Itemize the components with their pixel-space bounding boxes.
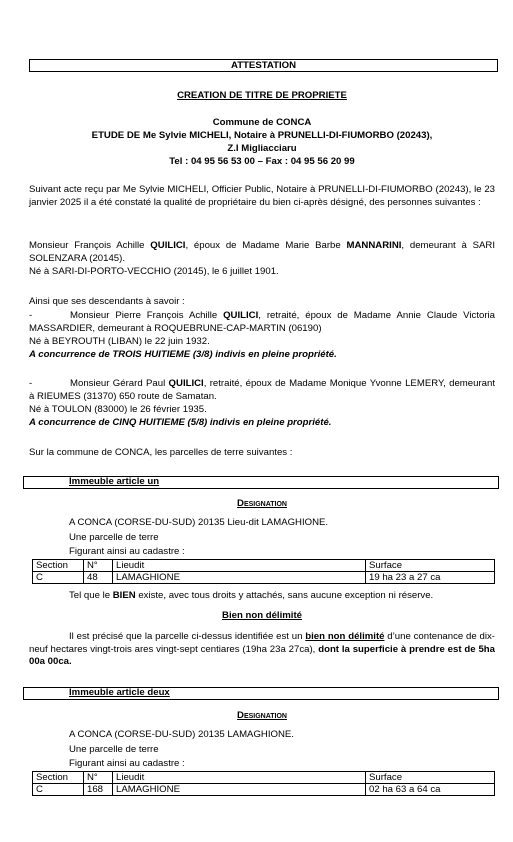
attestation-label: ATTESTATION <box>230 60 296 71</box>
table-header-row <box>33 772 495 784</box>
bien-bold: BIEN <box>112 590 136 601</box>
desc1-name: QUILICI <box>223 310 259 321</box>
commune-line: Commune de CONCA <box>212 117 312 128</box>
descendants-intro: Ainsi que ses descendants à savoir : <box>29 296 185 307</box>
contact-line: Tel : 04 95 56 53 00 – Fax : 04 95 56 20 99 <box>169 156 355 167</box>
owner-name: QUILICI <box>150 240 186 251</box>
td-section: C <box>33 572 84 584</box>
table-header-row <box>33 560 495 572</box>
desc2-share: A concurrence de CINQ HUITIEME (5/8) indivis en pleine propriété. <box>29 417 332 428</box>
th-lieudit: Lieudit <box>113 772 366 784</box>
desc2-paragraph <box>29 378 495 403</box>
article2-type: Une parcelle de terre <box>69 744 159 755</box>
bien-post: existe, avec tous droits y attachés, sans aucune exception ni réserve. <box>135 590 434 601</box>
th-surface: Surface <box>366 560 495 572</box>
th-numero: N° <box>84 772 113 784</box>
article1-cadastre-table <box>32 559 495 584</box>
th-surface: Surface <box>366 772 495 784</box>
desc2-birth: Né à TOULON (83000) le 26 février 1935. <box>29 404 207 415</box>
td-lieudit: LAMAGHIONE <box>113 572 366 584</box>
owner-post: , demeurant à SARI SOLENZARA (20145). <box>29 240 495 264</box>
article1-bar <box>23 476 499 489</box>
th-lieudit: Lieudit <box>113 560 366 572</box>
zi-line: Z.I Migliacciaru <box>227 143 297 154</box>
desc1-dash: - <box>29 310 33 321</box>
desc2-pre: Monsieur Gérard Paul <box>70 378 169 389</box>
th-numero: N° <box>84 560 113 572</box>
th-section: Section <box>33 560 84 572</box>
owner-paragraph <box>29 240 495 265</box>
article2-cadastre: Figurant ainsi au cadastre : <box>69 758 185 769</box>
td-surface: 02 ha 63 a 64 ca <box>366 784 495 796</box>
desc1-share: A concurrence de TROIS HUITIEME (3/8) indivis en pleine propriété. <box>29 349 337 360</box>
article1-designation: Designation <box>237 498 287 509</box>
th-section: Section <box>33 772 84 784</box>
owner-pre: Monsieur François Achille <box>29 240 151 251</box>
article2-designation: Designation <box>237 710 287 721</box>
td-lieudit: LAMAGHIONE <box>113 784 366 796</box>
desc1-pre: Monsieur Pierre François Achille <box>70 310 224 321</box>
td-section: C <box>33 784 84 796</box>
owner-mid: , époux de Madame Marie Barbe <box>185 240 347 251</box>
intro-paragraph: Suivant acte reçu par Me Sylvie MICHELI, Officier Public, Notaire à PRUNELLI-DI-FIUMORBO (20243), le 23 janvier 2025 il a été constaté la qualité de propriétaire du bien ci-après désigné, des personnes suivantes : <box>29 184 495 208</box>
desc2-name: QUILICI <box>168 378 204 389</box>
non-delimite-heading: Bien non délimité <box>222 610 302 621</box>
td-numero: 48 <box>84 572 113 584</box>
bien-pre: Tel que le <box>69 590 113 601</box>
parcels-intro: Sur la commune de CONCA, les parcelles de terre suivantes : <box>29 447 293 458</box>
article1-location: A CONCA (CORSE-DU-SUD) 20135 Lieu-dit LAMAGHIONE. <box>69 517 329 528</box>
owner-birth: Né à SARI-DI-PORTO-VECCHIO (20145), le 6 juillet 1901. <box>29 266 279 277</box>
table-row <box>33 572 495 584</box>
desc1-birth: Né à BEYROUTH (LIBAN) le 22 juin 1932. <box>29 336 210 347</box>
nd-bold2: dont la superficie à prendre est de 5ha 00a 00ca. <box>29 643 496 667</box>
nd-bold: bien non délimité <box>305 631 385 642</box>
article1-cadastre: Figurant ainsi au cadastre : <box>69 546 185 557</box>
td-surface: 19 ha 23 a 27 ca <box>366 572 495 584</box>
table-row <box>33 784 495 796</box>
desc1-post: , retraité, époux de Madame Annie Claude Victoria MASSARDIER, demeurant à ROQUEBRUNE-CAP-MARTIN (06190) <box>29 310 495 334</box>
article2-heading: Immeuble article deux <box>69 687 170 698</box>
desc2-dash: - <box>29 378 33 389</box>
td-numero: 168 <box>84 784 113 796</box>
nd-mid: d’une contenance de dix-neuf hectares vingt-trois ares vingt-sept centiares (19ha 23a 27ca), <box>29 631 496 655</box>
non-delimite-paragraph <box>29 631 495 669</box>
nd-pre: Il est précisé que la parcelle ci-dessus identifiée est un <box>69 631 306 642</box>
desc2-post: , retraité, époux de Madame Monique Yvonne LEMERY, demeurant à RIEUMES (31370) 650 route de Samatan. <box>29 378 496 402</box>
article1-heading: Immeuble article un <box>69 476 160 487</box>
owner-spouse: MANNARINI <box>346 240 402 251</box>
desc1-paragraph <box>29 310 495 335</box>
article2-bar <box>23 687 499 700</box>
article2-location: A CONCA (CORSE-DU-SUD) 20135 LAMAGHIONE. <box>69 729 294 740</box>
article1-type: Une parcelle de terre <box>69 532 159 543</box>
document-title: CREATION DE TITRE DE PROPRIETE <box>177 90 347 101</box>
article1-bien-line <box>69 590 495 603</box>
etude-line: ETUDE DE Me Sylvie MICHELI, Notaire à PRUNELLI-DI-FIUMORBO (20243), <box>91 130 433 141</box>
attestation-bar <box>29 59 498 72</box>
article2-cadastre-table <box>32 771 495 796</box>
